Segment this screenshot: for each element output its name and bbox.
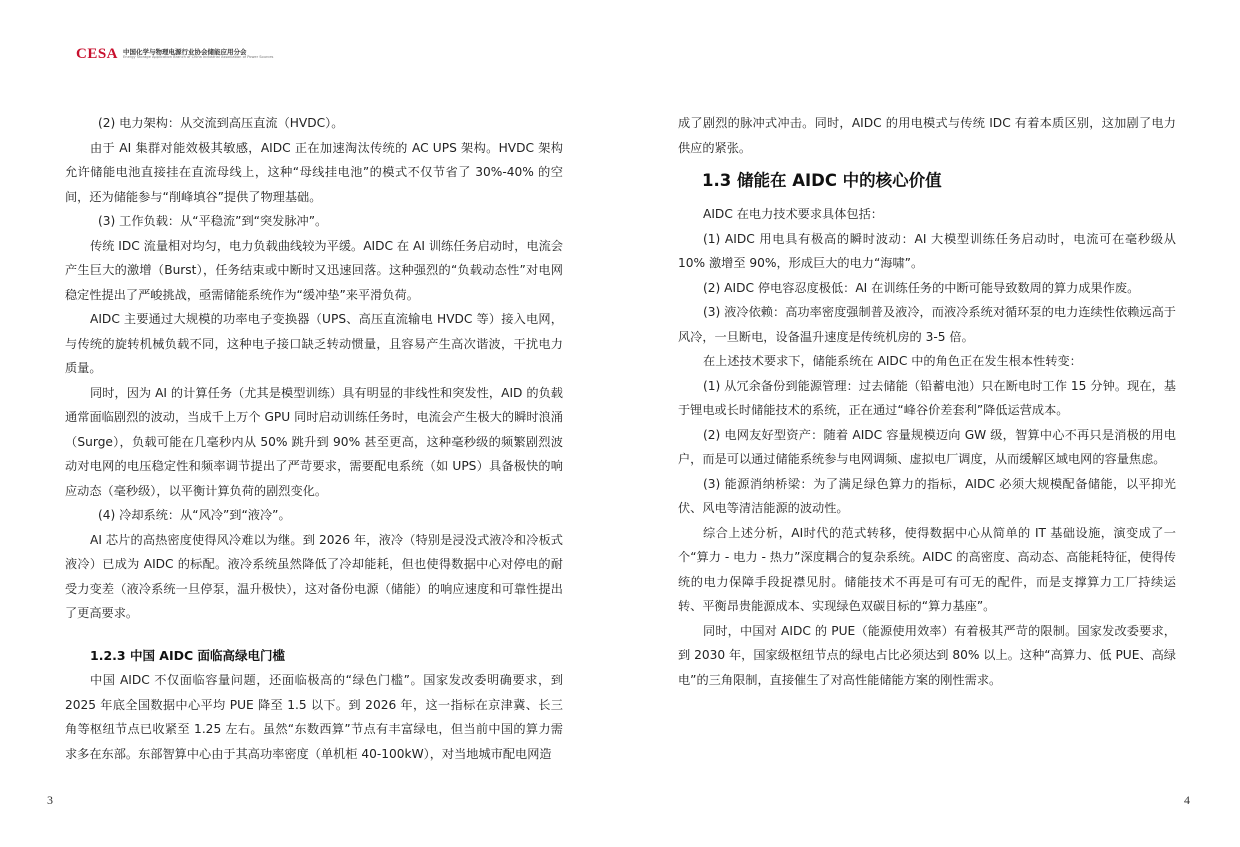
logo-mark: CESA xyxy=(76,46,119,62)
section-heading: 1.3 储能在 AIDC 中的核心价值 xyxy=(702,171,942,190)
paragraph: (3) 能源消纳桥梁：为了满足绿色算力的指标，AIDC 必须大规模配备储能，以平抑光伏、风电等清洁能源的波动性。 xyxy=(678,476,1176,515)
header-logo xyxy=(76,46,273,63)
paragraph: 综合上述分析，AI时代的范式转移，使得数据中心从简单的 IT 基础设施，演变成了一个“算力 - 电力 - 热力”深度耦合的复杂系统。AIDC 的高密度、高动态、高能耗特征，使得传统的电力保障手段捉襟见肘。储能技术不再是可有可无的配件，而是支撑算力工厂持续运转、平衡昂贵能源成本、实现绿色双碳目标的“算力基座”。 xyxy=(678,525,1176,613)
paragraph: 同时，因为 AI 的计算任务（尤其是模型训练）具有明显的非线性和突发性，AID 的负载通常面临剧烈的波动，当成千上万个 GPU 同时启动训练任务时，电流会产生极大的瞬时浪涌（Surge），负载可能在几毫秒内从 50% 跳升到 90% 甚至更高，这种毫秒级的频繁剧烈波动对电网的电压稳定性和频率调节提出了严苛要求，需要配电系统（如 UPS）具备极快的响应动态（毫秒级），以平衡计算负荷的剧烈变化。 xyxy=(65,385,563,498)
paragraph: (3) 液冷依赖：高功率密度强制普及液冷，而液冷系统对循环泵的电力连续性依赖远高于风冷，一旦断电，设备温升速度是传统机房的 3-5 倍。 xyxy=(678,305,1176,344)
page-number-right: 4 xyxy=(1184,793,1190,807)
paragraph: AIDC 在电力技术要求具体包括： xyxy=(703,207,883,221)
paragraph: 传统 IDC 流量相对均匀，电力负载曲线较为平缓。AIDC 在 AI 训练任务启动时，电流会产生巨大的激增（Burst），任务结束或中断时又迅速回落。这种强烈的“负载动态性”对电网稳定性提出了严峻挑战，亟需储能系统作为“缓冲垫”来平滑负荷。 xyxy=(65,238,563,302)
paragraph: (2) 电网友好型资产：随着 AIDC 容量规模迈向 GW 级，智算中心不再只是消极的用电户，而是可以通过储能系统参与电网调频、虚拟电厂调度，从而缓解区域电网的容量焦虑。 xyxy=(678,427,1176,466)
logo-text xyxy=(123,49,273,60)
paragraph: (3) 工作负载：从“平稳流”到“突发脉冲”。 xyxy=(98,214,328,228)
paragraph: AIDC 主要通过大规模的功率电子变换器（UPS、高压直流输电 HVDC 等）接入电网，与传统的旋转机械负载不同，这种电子接口缺乏转动惯量，且容易产生高次谐波，干扰电力质量。 xyxy=(65,312,563,375)
paragraph: (4) 冷却系统：从“风冷”到“液冷”。 xyxy=(98,508,291,522)
paragraph: AI 芯片的高热密度使得风冷难以为继。到 2026 年，液冷（特别是浸没式液冷和冷板式液冷）已成为 AIDC 的标配。液冷系统虽然降低了冷却能耗，但也使得数据中心对停电的耐受力变差（液冷系统一旦停泵，温升极快），这对备份电源（储能）的响应速度和可靠性提出了更高要求。 xyxy=(65,532,563,620)
page-number-left: 3 xyxy=(47,793,53,807)
paragraph: 同时，中国对 AIDC 的 PUE（能源使用效率）有着极其严苛的限制。国家发改委要求，到 2030 年，国家级枢纽节点的绿电占比必须达到 80% 以上。这种“高算力、低 PUE、高绿电”的三角限制，直接催生了对高性能储能方案的刚性需求。 xyxy=(678,623,1176,687)
paragraph: 中国 AIDC 不仅面临容量问题，还面临极高的“绿色门槛”。国家发改委明确要求，到 2025 年底全国数据中心平均 PUE 降至 1.5 以下。到 2026 年，这一指标在京津冀、长三角等枢纽节点已收紧至 1.25 左右。虽然“东数西算”节点有丰富绿电，但当前中国的算力需求多在东部。东部智算中心由于其高功率密度（单机柜 40-100kW），对当地城市配电网造 xyxy=(65,673,563,761)
logo-en: Energy Storage Application Branch of China Industrial Association of Power Sources xyxy=(123,55,274,60)
paragraph: 由于 AI 集群对能效极其敏感，AIDC 正在加速淘汰传统的 AC UPS 架构。HVDC 架构允许储能电池直接挂在直流母线上，这种“母线挂电池”的模式不仅节省了 30%-40% 的空间，还为储能参与“削峰填谷”提供了物理基础。 xyxy=(65,140,563,204)
paragraph: (1) 从冗余备份到能源管理：过去储能（铅蓄电池）只在断电时工作 15 分钟。现在，基于锂电或长时储能技术的系统，正在通过“峰谷价差套利”降低运营成本。 xyxy=(678,378,1176,417)
logo-cn: 中国化学与物理电源行业协会储能应用分会 xyxy=(123,47,247,56)
paragraph: (2) AIDC 停电容忍度极低：AI 在训练任务的中断可能导致数周的算力成果作废。 xyxy=(703,280,1140,295)
paragraph: 在上述技术要求下，储能系统在 AIDC 中的角色正在发生根本性转变： xyxy=(703,354,1082,368)
paragraph-continuation: 成了剧烈的脉冲式冲击。同时，AIDC 的用电模式与传统 IDC 有着本质区别，这加剧了电力供应的紧张。 xyxy=(678,116,1176,155)
paragraph: (2) 电力架构：从交流到高压直流（HVDC）。 xyxy=(98,116,344,130)
right-page-column xyxy=(678,111,1176,692)
paragraph: (1) AIDC 用电具有极高的瞬时波动：AI 大模型训练任务启动时，电流可在毫秒级从 10% 激增至 90%，形成巨大的电力“海啸”。 xyxy=(678,231,1176,270)
section-heading: 1.2.3 中国 AIDC 面临高绿电门槛 xyxy=(90,647,286,663)
left-page-column xyxy=(65,111,563,766)
